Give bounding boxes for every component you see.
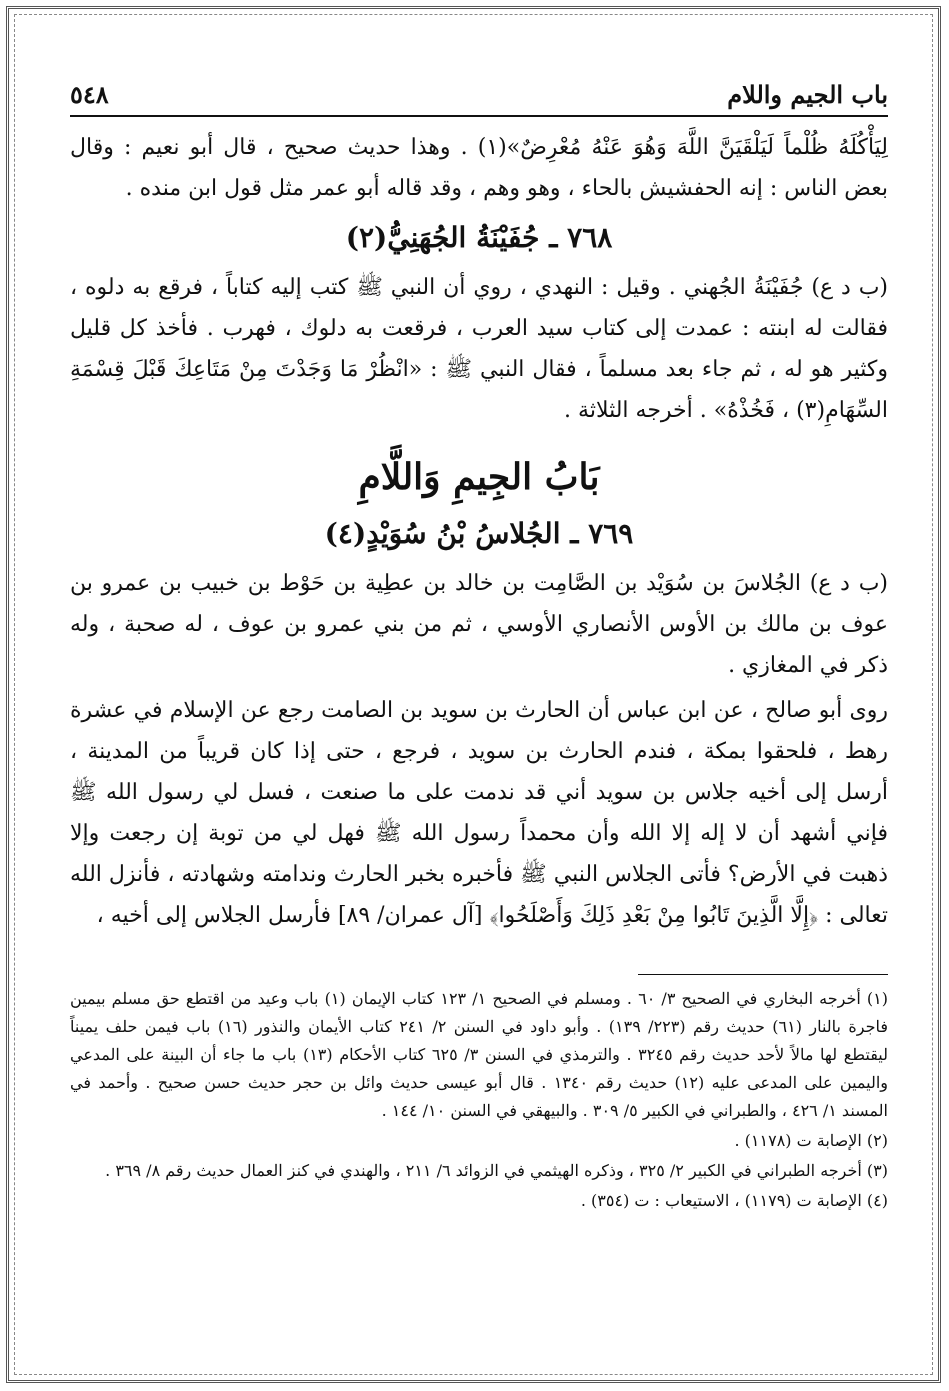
footnote-4: (٤) الإصابة ت (١١٧٩) ، الاستيعاب : ت (٣٥٤) . (580, 1191, 888, 1210)
paragraph: روى أبو صالح ، عن ابن عباس أن الحارث بن سويد بن الصامت رجع عن الإسلام في عشرة رهط ، فلحقوا بمكة ، فندم الحارث بن سويد ، فرجع ، حتى إذا كان قريباً من المدينة ، أرسل إلى أخيه جلاس بن سويد أني قد ندمت على ما صنعت ، فسل لي رسول الله ﷺ فإني أشهد أن لا إله إلا الله وأن محمداً رسول الله ﷺ فهل لي من توبة إن رجعت وإلا ذهبت في الأرض؟ فأتى الجلاس النبي ﷺ فأخبره بخبر الحارث وندامته وشهادته ، فأنزل الله تعالى : ﴿إِلَّا الَّذِينَ تَابُوا مِنْ بَعْدِ ذَلِكَ وَأَصْلَحُوا﴾ [آل عمران/ ٨٩] فأرسل الجلاس إلى أخيه ، (70, 698, 888, 928)
entry-769-title: ٧٦٩ ـ الجُلاسُ بْنُ سُوَيْدٍ(٤) (324, 517, 634, 550)
footnote-separator (638, 974, 888, 975)
chapter-title: بَابُ الجِيمِ وَاللَّامِ (358, 456, 600, 498)
running-title: باب الجيم واللام (727, 80, 888, 109)
entry-768-title: ٧٦٨ ـ جُفَيْنَةُ الجُهَنِيُّ(٢) (345, 221, 613, 254)
page-number: ٥٤٨ (70, 80, 109, 109)
paragraph: لِيَأْكُلَهُ ظُلْماً لَيَلْقَيَنَّ اللَّهَ وَهُوَ عَنْهُ مُعْرِضٌ»(١) . وهذا حديث صحيح ، قال أبو نعيم : وقال بعض الناس : إنه الحفشيش بالحاء ، وهو وهم ، وقد قاله أبو عمر مثل قول ابن منده . (70, 135, 888, 201)
footnote-1: (١) أخرجه البخاري في الصحيح ٣/ ٦٠ . ومسلم في الصحيح ١/ ١٢٣ كتاب الإيمان (١) باب وعيد من اقتطع حق مسلم بيمين فاجرة بالنار (٦١) حديث رقم (٢٢٣/ ١٣٩) . وأبو داود في السنن ٢/ ٢٤١ كتاب الأيمان والنذور (١٦) باب فيمن حلف يميناً ليقتطع لها مالاً لأحد حديث رقم ٣٢٤٥ . والترمذي في السنن ٣/ ٦٢٥ كتاب الأحكام (١٣) باب ما جاء أن البينة على المدعي واليمين على المدعى عليه (١٢) حديث رقم ١٣٤٠ . قال أبو عيسى حديث وائل بن حجر حديث حسن صحيح . وأحمد في المسند ١/ ٤٢٦ ، والطبراني في الكبير ٥/ ٣٠٩ . والبيهقي في السنن ١٠/ ١٤٤ . (70, 989, 889, 1120)
book-page (70, 80, 888, 1217)
paragraph: (ب د ع) جُفَيْنَةُ الجُهني . وقيل : النهدي ، روي أن النبي ﷺ كتب إليه كتاباً ، فرقع به دلوه ، فقالت له ابنته : عمدت إلى كتاب سيد العرب ، فرقعت به دلوك ، فهرب . فأخذ كل قليل وكثير هو له ، ثم جاء بعد مسلماً ، فقال النبي ﷺ : «انْظُرْ مَا وَجَدْتَ مِنْ مَتَاعِكَ قَبْلَ قِسْمَةِ السِّهَامِ(٣) ، فَخُذْهُ» . أخرجه الثلاثة . (70, 275, 888, 423)
paragraph: (ب د ع) الجُلاسَ بن سُوَيْد بن الصَّامِت بن خالد بن عطِية بن حَوْط بن خبيب بن عمرو بن عوف بن مالك بن الأوس الأنصاري الأوسي ، ثم من بني عمرو بن عوف ، له صحبة ، وله ذكر في المغازي . (70, 571, 888, 678)
page-header (70, 80, 888, 117)
footnote-3: (٣) أخرجه الطبراني في الكبير ٢/ ٣٢٥ ، وذكره الهيثمي في الزوائد ٦/ ٢١١ ، والهندي في كنز العمال حديث رقم ٨/ ٣٦٩ . (105, 1161, 888, 1180)
footnotes (70, 985, 888, 1215)
main-text (70, 127, 888, 936)
footnote-2: (٢) الإصابة ت (١١٧٨) . (734, 1131, 888, 1150)
